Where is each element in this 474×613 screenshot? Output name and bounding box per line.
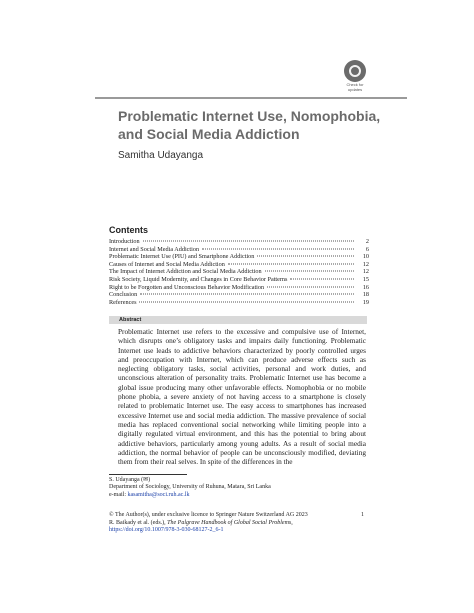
email-link[interactable]: kasamitha@soci.ruh.ac.lk — [127, 491, 190, 498]
check-for-updates-badge[interactable] — [341, 60, 369, 96]
toc-entry-title: The Impact of Internet Addiction and Social Media Addiction — [109, 268, 262, 276]
footnote-email-line — [109, 492, 349, 499]
abstract-header-bar — [109, 316, 367, 324]
leader-dots — [143, 241, 354, 242]
abstract-text: Problematic Internet use refers to the excessive and compulsive use of Internet, which disrupts one’s obligatory tasks and impairs daily functioning. Problematic Internet use leads to addictive behaviors characterized by poorly controlled urges and preoccupation with Internet, which can produce adverse effects such as neglecting obligatory tasks, social activities, personal and work duties, and unconscious alteration of personality traits. Problematic Internet use has become a global issue producing many other unfavorable effects. Nomophobia or no mobile phone phobia, a severe anxiety of not having access to a smartphone is closely related to problematic Internet use. The easy access to smartphones has increased excessive Internet use and social media addiction. The massive prevalence of social media has replaced conventional social networking while limiting people into a digitally regulated virtual environment, and this has the potential to bring about addictive behaviors, particularly among young adults. As a result of social media addiction, the normal behavior of people can be unconsciously modified, deviating them from their real selves. In spite of the differences in the — [118, 327, 366, 467]
author-footnote — [109, 477, 349, 499]
leader-dots — [140, 294, 354, 295]
toc-entry-page: 18 — [362, 291, 369, 299]
footnote-author: S. Udayanga (✉) — [109, 477, 151, 483]
toc-entry-title: Risk Society, Liquid Modernity, and Changes in Core Behavior Patterns — [109, 275, 288, 283]
toc-entry-conclusion[interactable] — [109, 291, 369, 299]
leader-dots — [290, 278, 354, 279]
toc-entry-title: Right to be Forgotten and Unconscious Behavior Modification — [109, 283, 265, 291]
leader-dots — [267, 286, 354, 287]
toc-entry-title: Causes of Internet and Social Media Addiction — [109, 260, 225, 268]
leader-dots — [202, 248, 354, 249]
leader-dots — [265, 271, 354, 272]
toc-entry-piu-smartphone-addiction[interactable] — [109, 253, 369, 261]
toc-entry-page: 12 — [362, 268, 369, 276]
toc-entry-page: 10 — [362, 253, 369, 261]
footnote-rule — [109, 474, 187, 475]
toc-entry-impact[interactable] — [109, 268, 369, 276]
toc-entry-page: 12 — [362, 260, 369, 268]
toc-entry-page: 16 — [362, 283, 369, 291]
chapter-title: Problematic Internet Use, Nomophobia, and Social Media Addiction — [118, 108, 381, 142]
toc-entry-page: 6 — [365, 245, 369, 253]
toc-entry-risk-society[interactable] — [109, 276, 369, 284]
leader-dots — [257, 256, 354, 257]
toc-entry-title: References — [109, 298, 137, 306]
toc-entry-title: Internet and Social Media Addiction — [109, 245, 200, 253]
author-name: Samitha Udayanga — [118, 150, 204, 161]
book-title: The Palgrave Handbook of Global Social Problems — [167, 519, 292, 526]
copyright-block — [109, 512, 369, 535]
toc-entry-title: Introduction — [109, 238, 140, 245]
toc-entry-introduction[interactable] — [109, 238, 369, 246]
table-of-contents — [109, 238, 369, 306]
copyright-line: © The Author(s), under exclusive licence to Springer Nature Switzerland AG 2023 — [109, 512, 308, 518]
toc-entry-title: Problematic Internet Use (PIU) and Smartphone Addiction — [109, 253, 255, 261]
leader-dots — [228, 263, 354, 264]
toc-entry-page: 19 — [362, 298, 369, 306]
toc-entry-internet-social-media-addiction[interactable] — [109, 246, 369, 254]
toc-entry-right-to-be-forgotten[interactable] — [109, 284, 369, 292]
top-rule — [95, 97, 407, 99]
update-icon — [344, 60, 366, 82]
leader-dots — [139, 301, 354, 302]
email-prefix: e-mail: — [109, 491, 128, 498]
abstract-label: Abstract — [119, 317, 142, 323]
toc-entry-page: 2 — [365, 238, 369, 245]
toc-entry-page: 15 — [362, 275, 369, 283]
citation-line — [109, 520, 369, 528]
badge-label: Check for updates — [346, 82, 364, 92]
toc-entry-references[interactable] — [109, 299, 369, 307]
footnote-affiliation: Department of Sociology, University of Ruhuna, Matara, Sri Lanka — [109, 484, 271, 491]
citation-prefix: R. Baikady et al. (eds.), — [109, 519, 168, 526]
toc-entry-title: Conclusion — [109, 291, 138, 299]
doi-link[interactable]: https://doi.org/10.1007/978-3-030-68127-2_6-1 — [109, 527, 224, 534]
citation-suffix: , — [291, 519, 293, 526]
page-number: 1 — [361, 512, 364, 518]
toc-entry-causes[interactable] — [109, 261, 369, 269]
contents-heading: Contents — [109, 225, 148, 235]
